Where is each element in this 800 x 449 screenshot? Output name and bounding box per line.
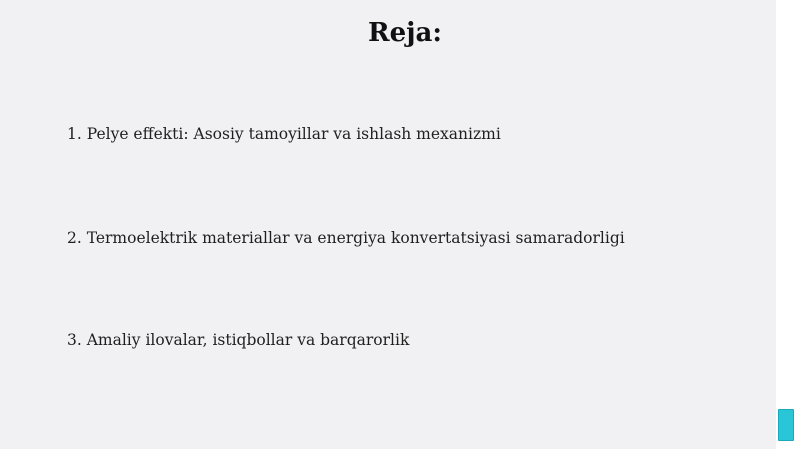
side-panel bbox=[776, 0, 800, 449]
agenda-item-3: 3. Amaliy ilovalar, istiqbollar va barqarorlik bbox=[67, 331, 410, 349]
agenda-item-2: 2. Termoelektrik materiallar va energiya konvertatsiyasi samaradorligi bbox=[67, 229, 625, 247]
scroll-handle[interactable] bbox=[778, 409, 794, 441]
slide-title: Reja: bbox=[367, 18, 442, 48]
agenda-item-1: 1. Pelye effekti: Asosiy tamoyillar va ishlash mexanizmi bbox=[67, 125, 501, 143]
